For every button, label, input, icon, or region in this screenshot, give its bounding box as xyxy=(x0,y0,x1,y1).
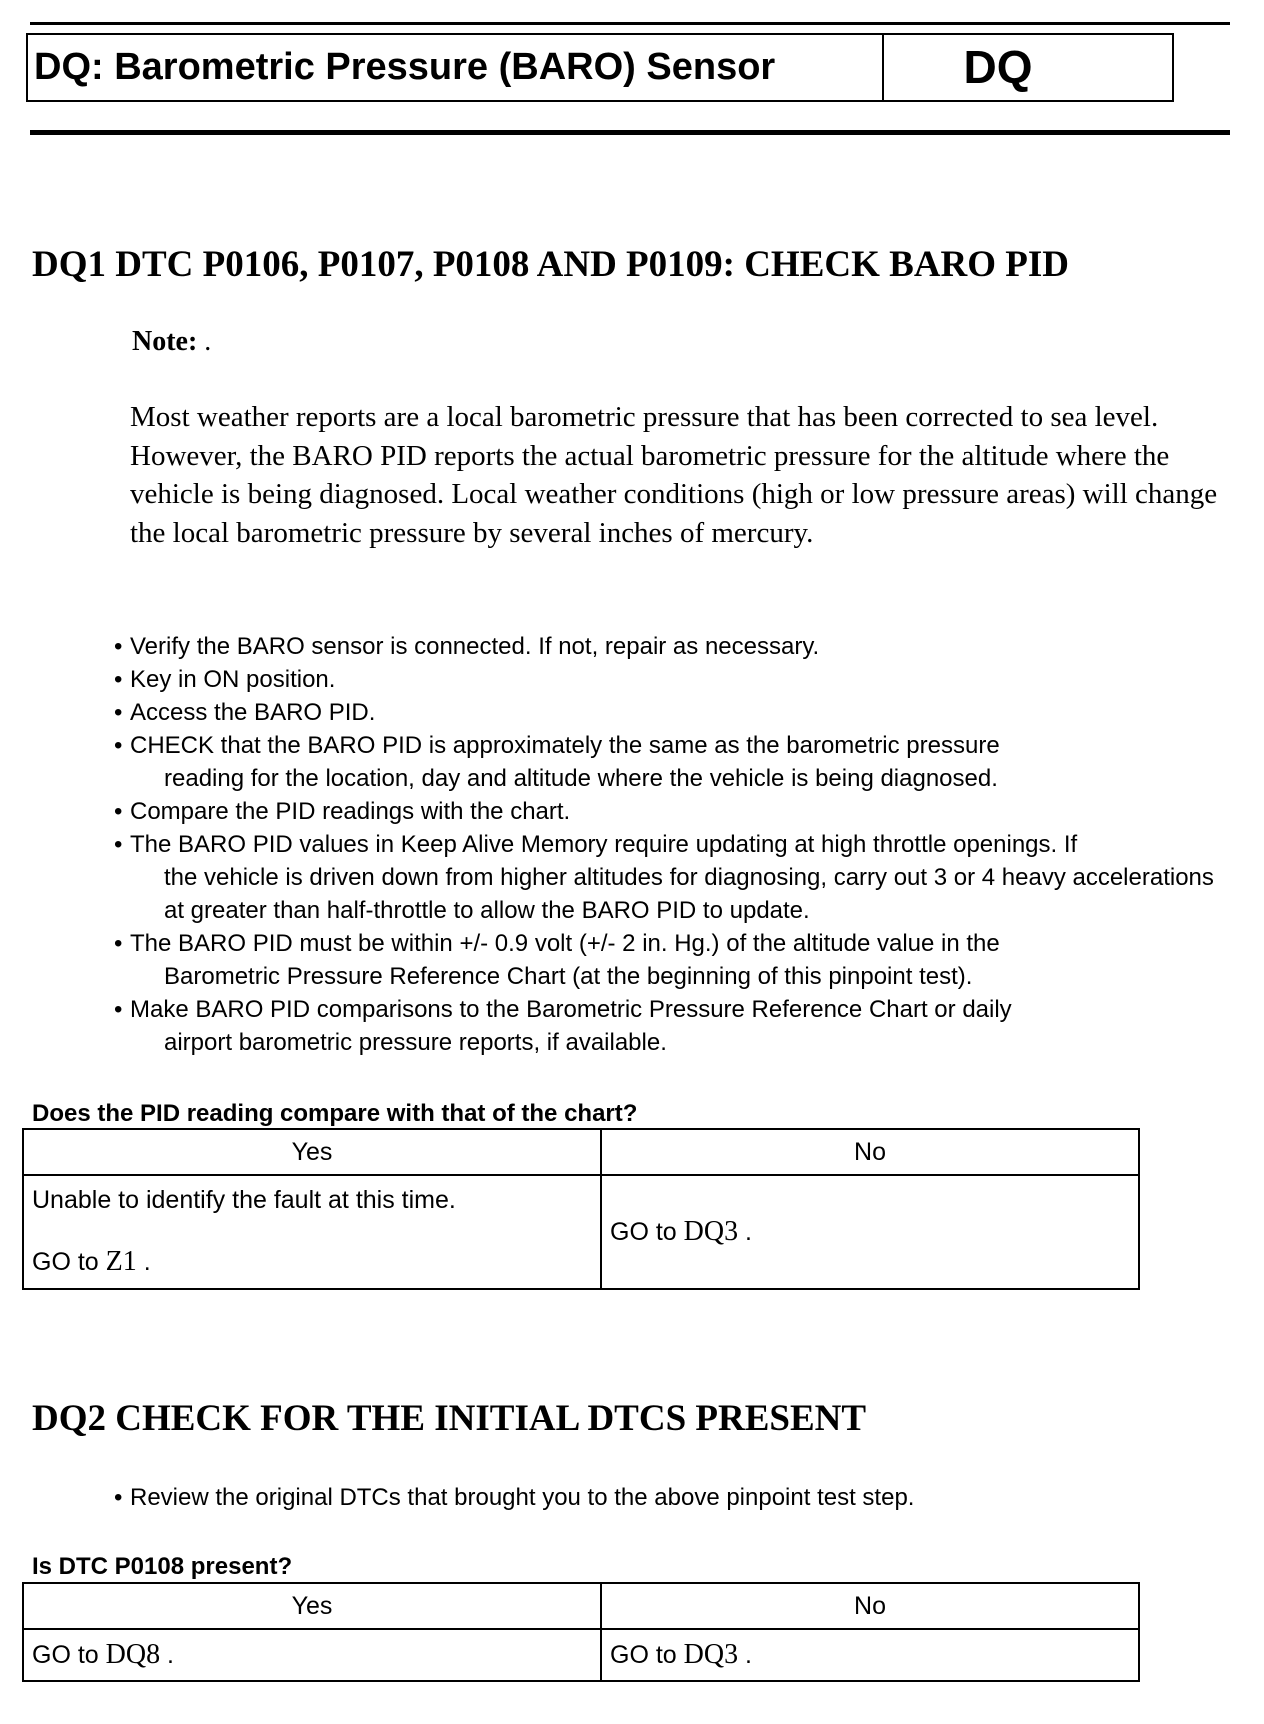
dq2-bullet-list xyxy=(114,1481,1234,1514)
go-to-label: GO to xyxy=(610,1641,677,1669)
table-header-row xyxy=(23,1583,1139,1629)
go-to-label: GO to xyxy=(32,1248,99,1276)
list-item-continuation: Barometric Pressure Reference Chart (at the beginning of this pinpoint test). xyxy=(164,963,973,990)
top-rule xyxy=(30,22,1230,25)
list-item-text: CHECK that the BARO PID is approximately the same as the barometric pressure xyxy=(130,732,1000,759)
bullet-icon: • xyxy=(114,666,123,693)
list-item-text: The BARO PID must be within +/- 0.9 volt (+/- 2 in. Hg.) of the altitude value in the xyxy=(130,930,1000,957)
bullet-icon: • xyxy=(114,996,123,1023)
no-cell[interactable]: GO to DQ3 . xyxy=(601,1175,1139,1289)
table-header-row xyxy=(23,1129,1139,1175)
list-item-continuation: the vehicle is driven down from higher altitudes for diagnosing, carry out 3 or 4 heavy accelerations at greater than half-throttle to allow the BARO PID to update. xyxy=(164,864,1214,924)
table-row xyxy=(23,1175,1139,1289)
header-box xyxy=(26,33,1174,102)
yes-go-line[interactable]: GO to Z1 . xyxy=(32,1246,151,1277)
bullet-icon: • xyxy=(114,798,123,825)
note-text: Most weather reports are a local barometric pressure that has been corrected to sea level. However, the BARO PID reports the actual barometric pressure for the altitude where the vehicle is being diagnosed. Local weather conditions (high or low pressure areas) will change the local barometric pressure by several inches of mercury. xyxy=(130,401,1218,549)
bullet-icon: • xyxy=(114,930,123,957)
dq2-question: Is DTC P0108 present? xyxy=(32,1553,293,1580)
list-item xyxy=(114,828,1234,927)
list-item-text: Review the original DTCs that brought you to the above pinpoint test step. xyxy=(130,1484,915,1511)
no-header: No xyxy=(601,1583,1139,1629)
yes-header: Yes xyxy=(23,1583,601,1629)
dq2-result-table xyxy=(22,1582,1140,1682)
yes-cell-text: Unable to identify the fault at this time. xyxy=(32,1186,456,1214)
bullet-icon: • xyxy=(114,831,123,858)
yes-cell[interactable]: GO to DQ8 . xyxy=(23,1629,601,1681)
step-link-dq3[interactable]: DQ3 xyxy=(683,1639,739,1670)
list-item xyxy=(114,1481,1234,1514)
list-item-text: Verify the BARO sensor is connected. If not, repair as necessary. xyxy=(130,633,820,660)
note-label-text: Note: xyxy=(132,326,198,357)
list-item-text: Access the BARO PID. xyxy=(130,699,376,726)
bullet-icon: • xyxy=(114,633,123,660)
bullet-icon: • xyxy=(114,699,123,726)
list-item-continuation: reading for the location, day and altitude where the vehicle is being diagnosed. xyxy=(164,765,998,792)
step-link-dq3[interactable]: DQ3 xyxy=(683,1216,739,1247)
list-item-continuation: airport barometric pressure reports, if available. xyxy=(164,1029,667,1056)
list-item xyxy=(114,729,1234,795)
bullet-icon: • xyxy=(114,1484,123,1511)
note-label xyxy=(132,326,211,358)
page-title: DQ: Barometric Pressure (BARO) Sensor xyxy=(28,35,884,100)
table-row xyxy=(23,1629,1139,1681)
list-item-text: Make BARO PID comparisons to the Barometric Pressure Reference Chart or daily xyxy=(130,996,1012,1023)
step-link-dq8[interactable]: DQ8 xyxy=(105,1639,161,1670)
dq1-step-title: DQ1 DTC P0106, P0107, P0108 AND P0109: CHECK BARO PID xyxy=(32,244,1070,285)
list-item xyxy=(114,663,1234,696)
dq2-step-title: DQ2 CHECK FOR THE INITIAL DTCS PRESENT xyxy=(32,1398,867,1439)
list-item-text: Compare the PID readings with the chart. xyxy=(130,798,571,825)
header-bottom-rule xyxy=(30,130,1230,135)
list-item-text: Key in ON position. xyxy=(130,666,336,693)
yes-cell xyxy=(23,1175,601,1289)
step-link-z1[interactable]: Z1 xyxy=(105,1246,137,1277)
list-item xyxy=(114,993,1234,1059)
list-item xyxy=(114,696,1234,729)
note-label-suffix: . xyxy=(197,326,212,357)
go-to-label: GO to xyxy=(610,1218,677,1246)
dq1-question: Does the PID reading compare with that of the chart? xyxy=(32,1100,638,1127)
list-item-text: The BARO PID values in Keep Alive Memory require updating at high throttle openings. If xyxy=(130,831,1078,858)
no-header: No xyxy=(601,1129,1139,1175)
list-item xyxy=(114,795,1234,828)
list-item xyxy=(114,630,1234,663)
dq1-bullet-list xyxy=(114,630,1234,1059)
bullet-icon: • xyxy=(114,732,123,759)
no-cell[interactable]: GO to DQ3 . xyxy=(601,1629,1139,1681)
yes-header: Yes xyxy=(23,1129,601,1175)
dq1-result-table xyxy=(22,1128,1140,1290)
section-code: DQ xyxy=(963,41,1033,93)
list-item xyxy=(114,927,1234,993)
go-to-label: GO to xyxy=(32,1641,99,1669)
